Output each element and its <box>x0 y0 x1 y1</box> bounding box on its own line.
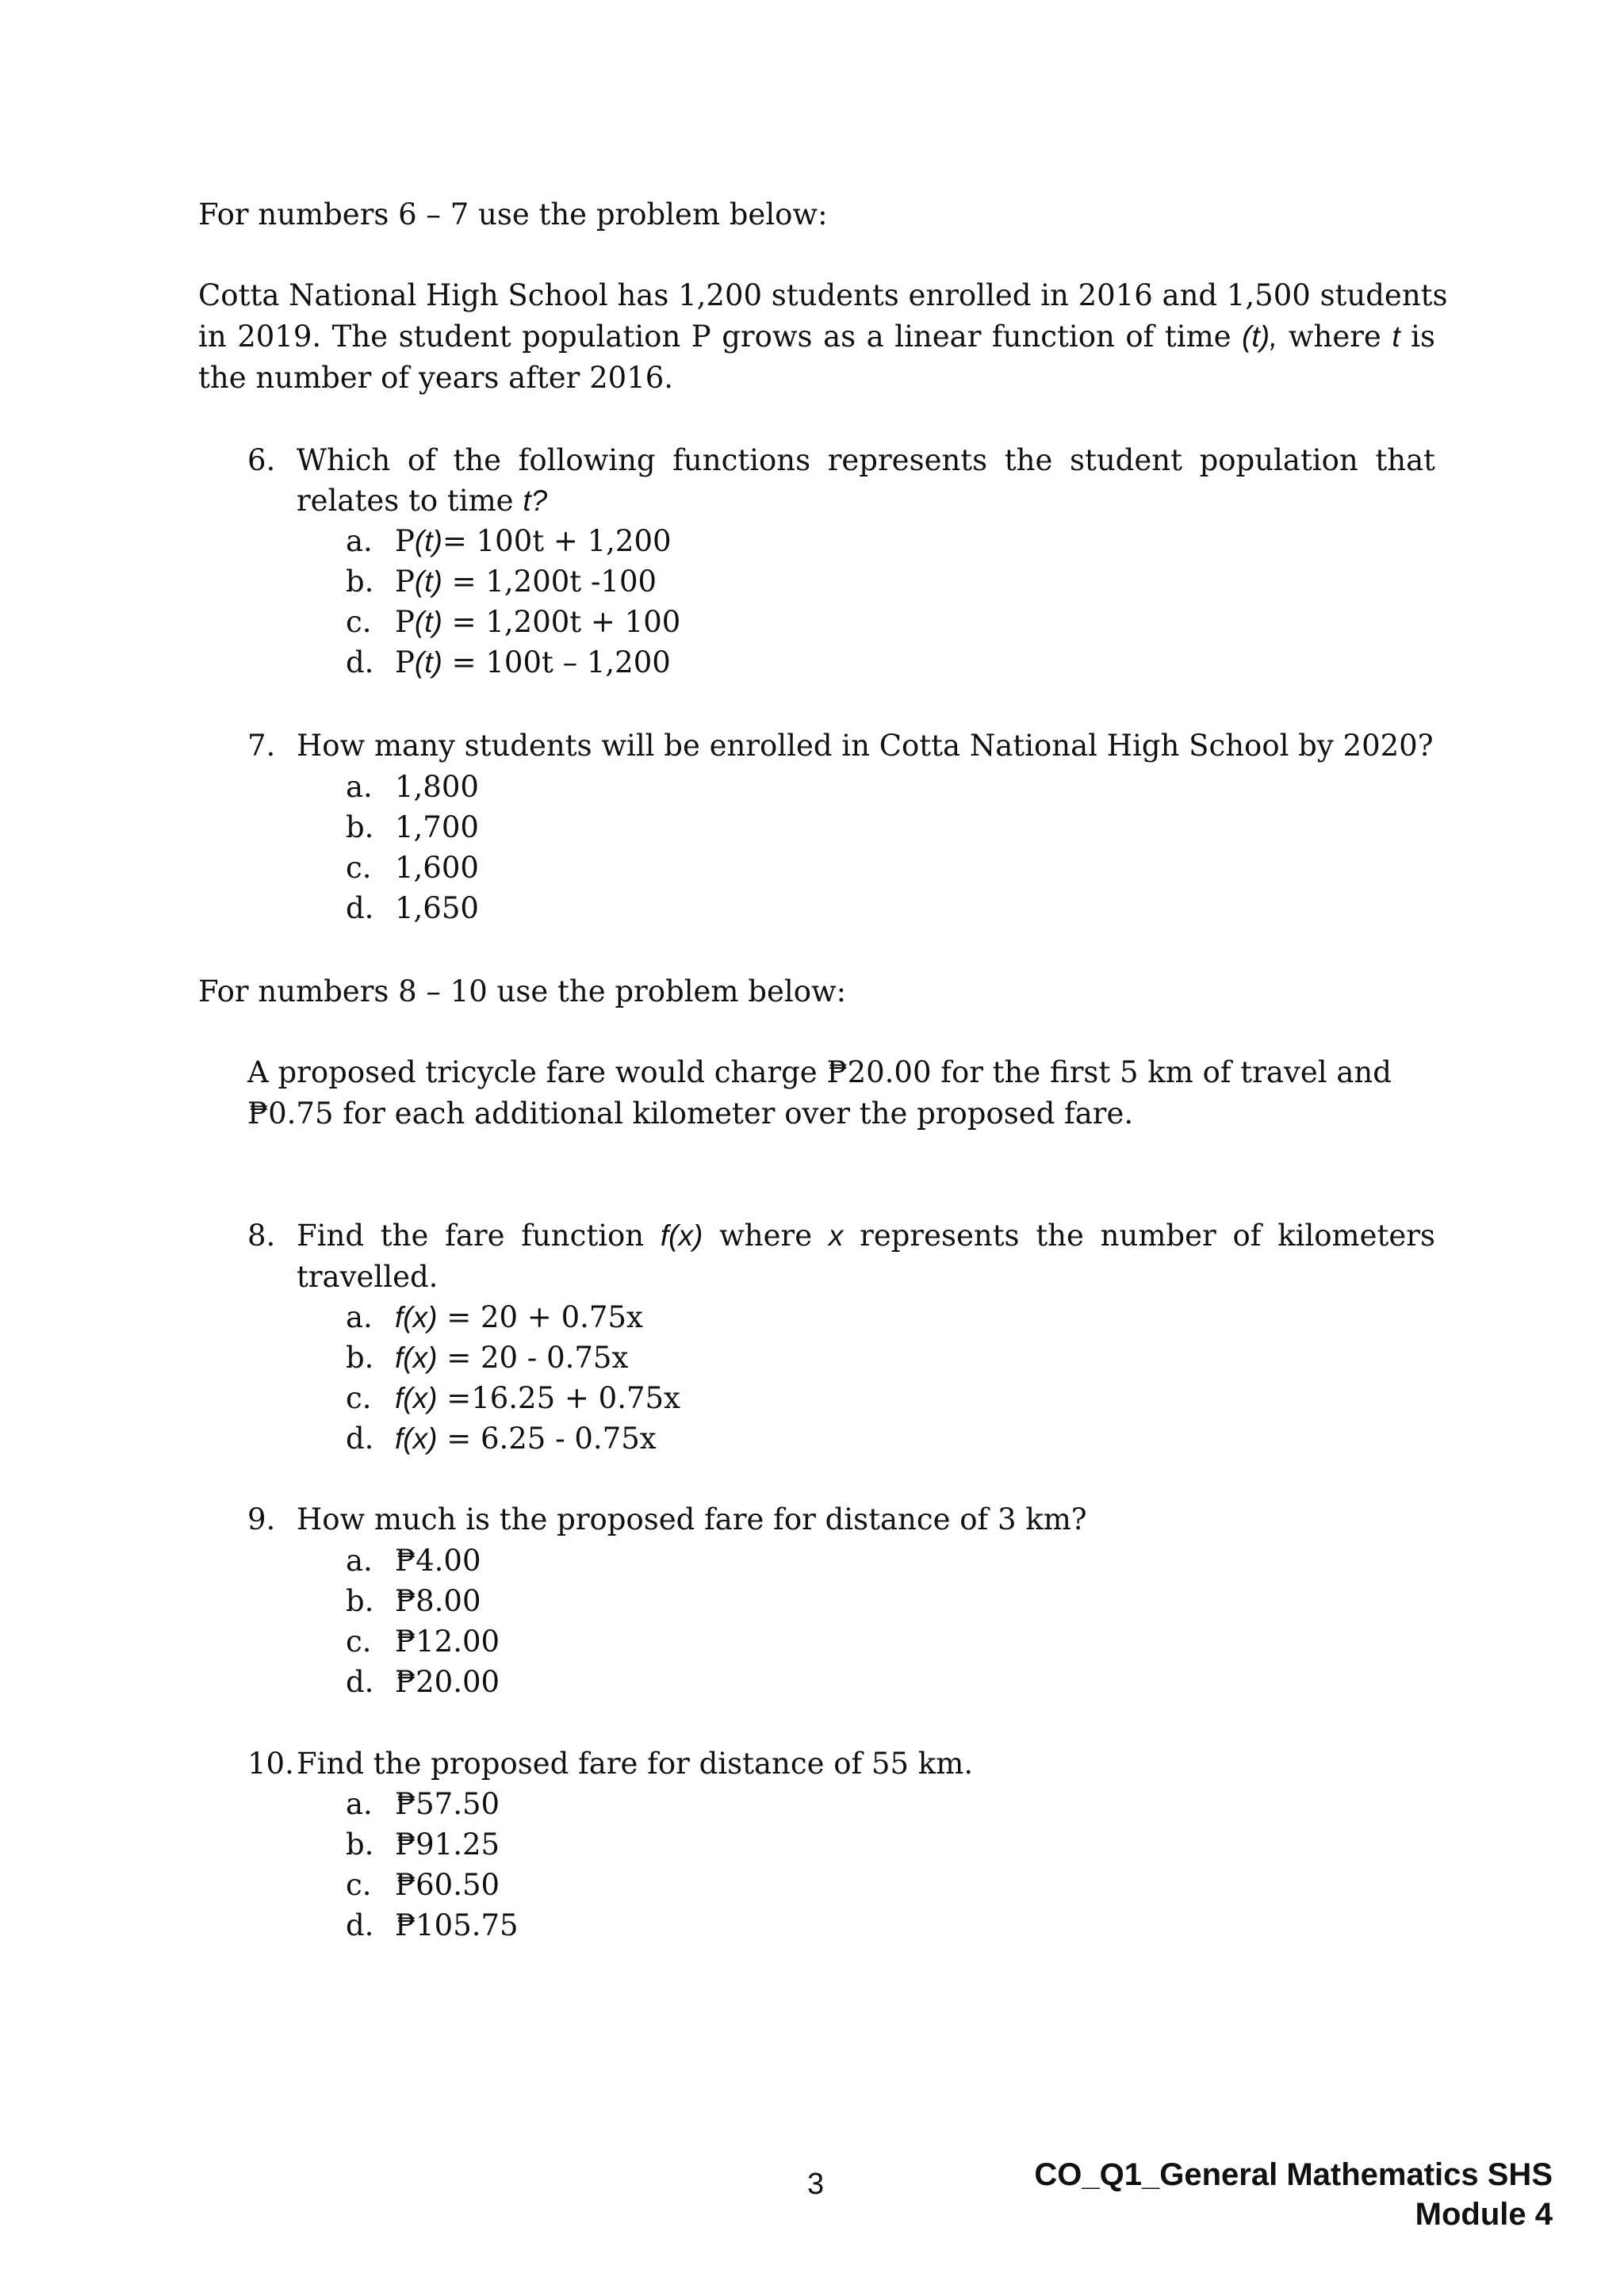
option-letter: b. <box>346 810 374 844</box>
t-variable: t? <box>523 484 548 517</box>
option-item <box>346 1541 481 1581</box>
option-letter: c. <box>346 851 372 885</box>
option-variable: (t) <box>414 565 442 598</box>
question-8-where: where <box>703 1219 829 1253</box>
option-item <box>346 1663 500 1702</box>
option-item <box>346 889 479 928</box>
option-item <box>346 1906 519 1946</box>
module-code <box>1034 2155 1553 2234</box>
option-item <box>346 562 657 602</box>
page-number: 3 <box>807 2168 825 2201</box>
question-8-number: 8. <box>247 1219 276 1253</box>
section-intro-8-10: For numbers 8 – 10 use the problem below: <box>198 974 847 1008</box>
question-10-number: 10. <box>247 1747 294 1781</box>
option-expression: =16.25 + 0.75x <box>437 1381 680 1415</box>
option-item <box>346 1338 628 1378</box>
option-item <box>346 1622 500 1662</box>
option-value: 1,600 <box>395 851 479 885</box>
option-item <box>346 643 671 683</box>
option-item <box>346 1298 643 1337</box>
option-value: ₱105.75 <box>395 1908 519 1942</box>
option-letter: c. <box>346 1381 372 1415</box>
option-expression: = 20 + 0.75x <box>437 1300 643 1334</box>
question-9-number: 9. <box>247 1502 276 1536</box>
option-letter: a. <box>346 1544 373 1578</box>
question-6-line2-text: relates to time <box>297 484 523 518</box>
problem-a-line3: the number of years after 2016. <box>198 361 674 395</box>
module-code-line1: CO_Q1_General Mathematics SHS <box>1034 2157 1553 2192</box>
option-expression: = 100t + 1,200 <box>442 524 672 558</box>
option-item <box>346 603 680 642</box>
t-variable: t <box>1392 320 1400 353</box>
option-letter: a. <box>346 770 373 804</box>
question-10-text: Find the proposed fare for distance of 55 km. <box>297 1747 974 1781</box>
option-value: ₱8.00 <box>395 1584 481 1618</box>
problem-a-line2-text: in 2019. The student population P grows as a linear function of time <box>198 320 1243 354</box>
problem-b-line1: A proposed tricycle fare would charge ₱20.00 for the first 5 km of travel and <box>247 1055 1392 1089</box>
option-letter: b. <box>346 1341 374 1375</box>
question-8-line1 <box>297 1216 1435 1256</box>
question-8-line2: travelled. <box>297 1260 439 1294</box>
option-item <box>346 1825 500 1865</box>
option-variable: (t) <box>414 646 442 679</box>
question-9-text: How much is the proposed fare for distance of 3 km? <box>297 1502 1087 1536</box>
option-item <box>346 1785 500 1824</box>
problem-a-line1: Cotta National High School has 1,200 students enrolled in 2016 and 1,500 students <box>198 278 1448 312</box>
option-expression: = 6.25 - 0.75x <box>437 1422 657 1456</box>
option-value: 1,650 <box>395 891 479 925</box>
option-fx: f(x) <box>395 1422 438 1455</box>
option-letter: d. <box>346 1422 374 1456</box>
option-letter: d. <box>346 1665 374 1699</box>
option-letter: a. <box>346 524 373 558</box>
option-value: ₱12.00 <box>395 1624 500 1659</box>
time-variable: (t), <box>1242 320 1278 353</box>
problem-b-line2: ₱0.75 for each additional kilometer over the proposed fare. <box>247 1096 1134 1131</box>
option-expression: = 20 - 0.75x <box>437 1341 629 1375</box>
option-item <box>346 808 479 848</box>
option-fx: f(x) <box>395 1341 438 1374</box>
option-function-name: P <box>395 564 415 599</box>
option-value: ₱60.50 <box>395 1868 500 1902</box>
option-item <box>346 522 672 561</box>
option-letter: d. <box>346 1908 374 1942</box>
question-8-text: Find the fare function <box>297 1219 661 1253</box>
option-expression: = 1,200t -100 <box>442 564 657 599</box>
option-letter: b. <box>346 564 374 599</box>
option-expression: = 1,200t + 100 <box>442 605 681 639</box>
question-8-rest: represents the number of kilometers <box>843 1219 1435 1253</box>
option-value: 1,700 <box>395 810 479 844</box>
question-6-number: 6. <box>247 443 276 477</box>
option-value: ₱20.00 <box>395 1665 500 1699</box>
option-value: ₱57.50 <box>395 1787 500 1821</box>
problem-a-line2-where: where <box>1277 320 1392 354</box>
option-letter: c. <box>346 1624 372 1659</box>
option-function-name: P <box>395 645 415 679</box>
option-item <box>346 1866 500 1905</box>
option-function-name: P <box>395 524 415 558</box>
question-6-line1: Which of the following functions represents the student population that <box>297 443 1435 477</box>
option-value: ₱4.00 <box>395 1544 481 1578</box>
option-item <box>346 848 479 888</box>
option-letter: a. <box>346 1300 373 1334</box>
option-expression: = 100t – 1,200 <box>442 645 671 679</box>
option-letter: c. <box>346 605 372 639</box>
option-letter: b. <box>346 1584 374 1618</box>
option-letter: d. <box>346 645 374 679</box>
option-letter: b. <box>346 1827 374 1862</box>
option-letter: d. <box>346 891 374 925</box>
option-value: 1,800 <box>395 770 479 804</box>
option-variable: (t) <box>414 606 442 638</box>
option-fx: f(x) <box>395 1382 438 1414</box>
option-fx: f(x) <box>395 1301 438 1334</box>
section-intro-6-7: For numbers 6 – 7 use the problem below: <box>198 197 828 232</box>
option-item <box>346 767 479 807</box>
question-7-number: 7. <box>247 729 276 763</box>
fx-notation: f(x) <box>660 1219 703 1252</box>
problem-a-line2-is: is <box>1400 320 1435 354</box>
option-value: ₱91.25 <box>395 1827 500 1862</box>
option-function-name: P <box>395 605 415 639</box>
module-code-line2: Module 4 <box>1415 2197 1553 2232</box>
option-letter: c. <box>346 1868 372 1902</box>
x-variable: x <box>828 1219 844 1252</box>
question-6-line2 <box>297 481 547 521</box>
question-7-text: How many students will be enrolled in Cotta National High School by 2020? <box>297 729 1434 763</box>
problem-a-line2 <box>198 317 1435 357</box>
option-letter: a. <box>346 1787 373 1821</box>
option-item <box>346 1379 680 1418</box>
option-variable: (t) <box>414 525 442 557</box>
option-item <box>346 1582 481 1621</box>
option-item <box>346 1419 657 1459</box>
